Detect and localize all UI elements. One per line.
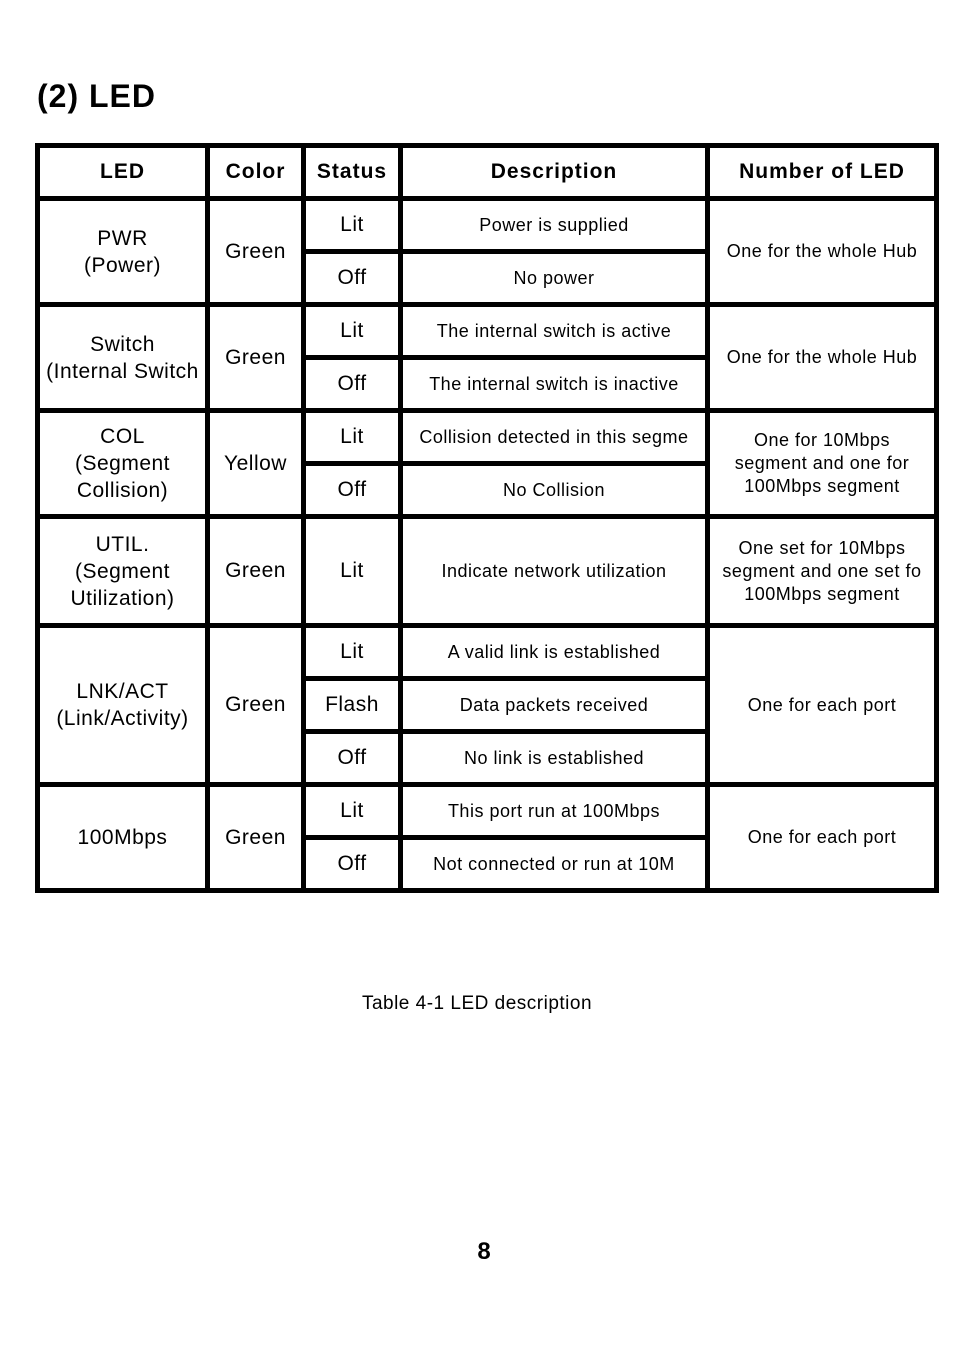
table-header-row xyxy=(38,146,937,199)
status-cell: Off xyxy=(304,464,401,517)
status-cell: Lit xyxy=(304,199,401,252)
color-cell: Green xyxy=(208,626,304,785)
status-cell: Off xyxy=(304,358,401,411)
page-number: 8 xyxy=(477,1238,491,1265)
status-cell: Lit xyxy=(304,626,401,679)
color-cell: Green xyxy=(208,305,304,411)
description-cell: Data packets received xyxy=(401,679,708,732)
description-cell: A valid link is established xyxy=(401,626,708,679)
header-status: Status xyxy=(304,146,401,199)
table-row xyxy=(38,305,937,358)
color-cell: Green xyxy=(208,199,304,305)
status-cell: Off xyxy=(304,252,401,305)
description-cell: No power xyxy=(401,252,708,305)
description-cell: The internal switch is active xyxy=(401,305,708,358)
number-of-led-cell: One for 10Mbps segment and one for 100Mbps segment xyxy=(708,411,937,517)
description-cell: No link is established xyxy=(401,732,708,785)
status-cell: Lit xyxy=(304,305,401,358)
color-cell: Yellow xyxy=(208,411,304,517)
status-cell: Lit xyxy=(304,785,401,838)
description-cell: Not connected or run at 10M xyxy=(401,838,708,891)
number-of-led-cell: One for the whole Hub xyxy=(708,199,937,305)
number-of-led-cell: One for each port xyxy=(708,785,937,891)
description-cell: This port run at 100Mbps xyxy=(401,785,708,838)
number-of-led-cell: One set for 10Mbps segment and one set fo 100Mbps segment xyxy=(708,517,937,626)
led-name-cell: 100Mbps xyxy=(38,785,208,891)
description-cell: No Collision xyxy=(401,464,708,517)
header-description: Description xyxy=(401,146,708,199)
led-name-cell: LNK/ACT (Link/Activity) xyxy=(38,626,208,785)
status-cell: Flash xyxy=(304,679,401,732)
table-row xyxy=(38,411,937,464)
led-name-cell: UTIL. (Segment Utilization) xyxy=(38,517,208,626)
header-color: Color xyxy=(208,146,304,199)
status-cell: Off xyxy=(304,838,401,891)
section-title: (2) LED xyxy=(37,78,156,114)
table-caption: Table 4-1 LED description xyxy=(361,993,593,1014)
status-cell: Lit xyxy=(304,517,401,626)
number-of-led-cell: One for the whole Hub xyxy=(708,305,937,411)
status-cell: Lit xyxy=(304,411,401,464)
number-of-led-cell: One for each port xyxy=(708,626,937,785)
description-cell: Power is supplied xyxy=(401,199,708,252)
table-row xyxy=(38,785,937,838)
led-name-cell: Switch (Internal Switch xyxy=(38,305,208,411)
description-cell: The internal switch is inactive xyxy=(401,358,708,411)
table-row xyxy=(38,517,937,626)
description-cell: Collision detected in this segme xyxy=(401,411,708,464)
led-description-table xyxy=(35,143,939,893)
header-led: LED xyxy=(38,146,208,199)
status-cell: Off xyxy=(304,732,401,785)
color-cell: Green xyxy=(208,517,304,626)
color-cell: Green xyxy=(208,785,304,891)
table-row xyxy=(38,626,937,679)
table-row xyxy=(38,199,937,252)
led-name-cell: COL (Segment Collision) xyxy=(38,411,208,517)
description-cell: Indicate network utilization xyxy=(401,517,708,626)
header-number-of-led: Number of LED xyxy=(708,146,937,199)
led-name-cell: PWR (Power) xyxy=(38,199,208,305)
